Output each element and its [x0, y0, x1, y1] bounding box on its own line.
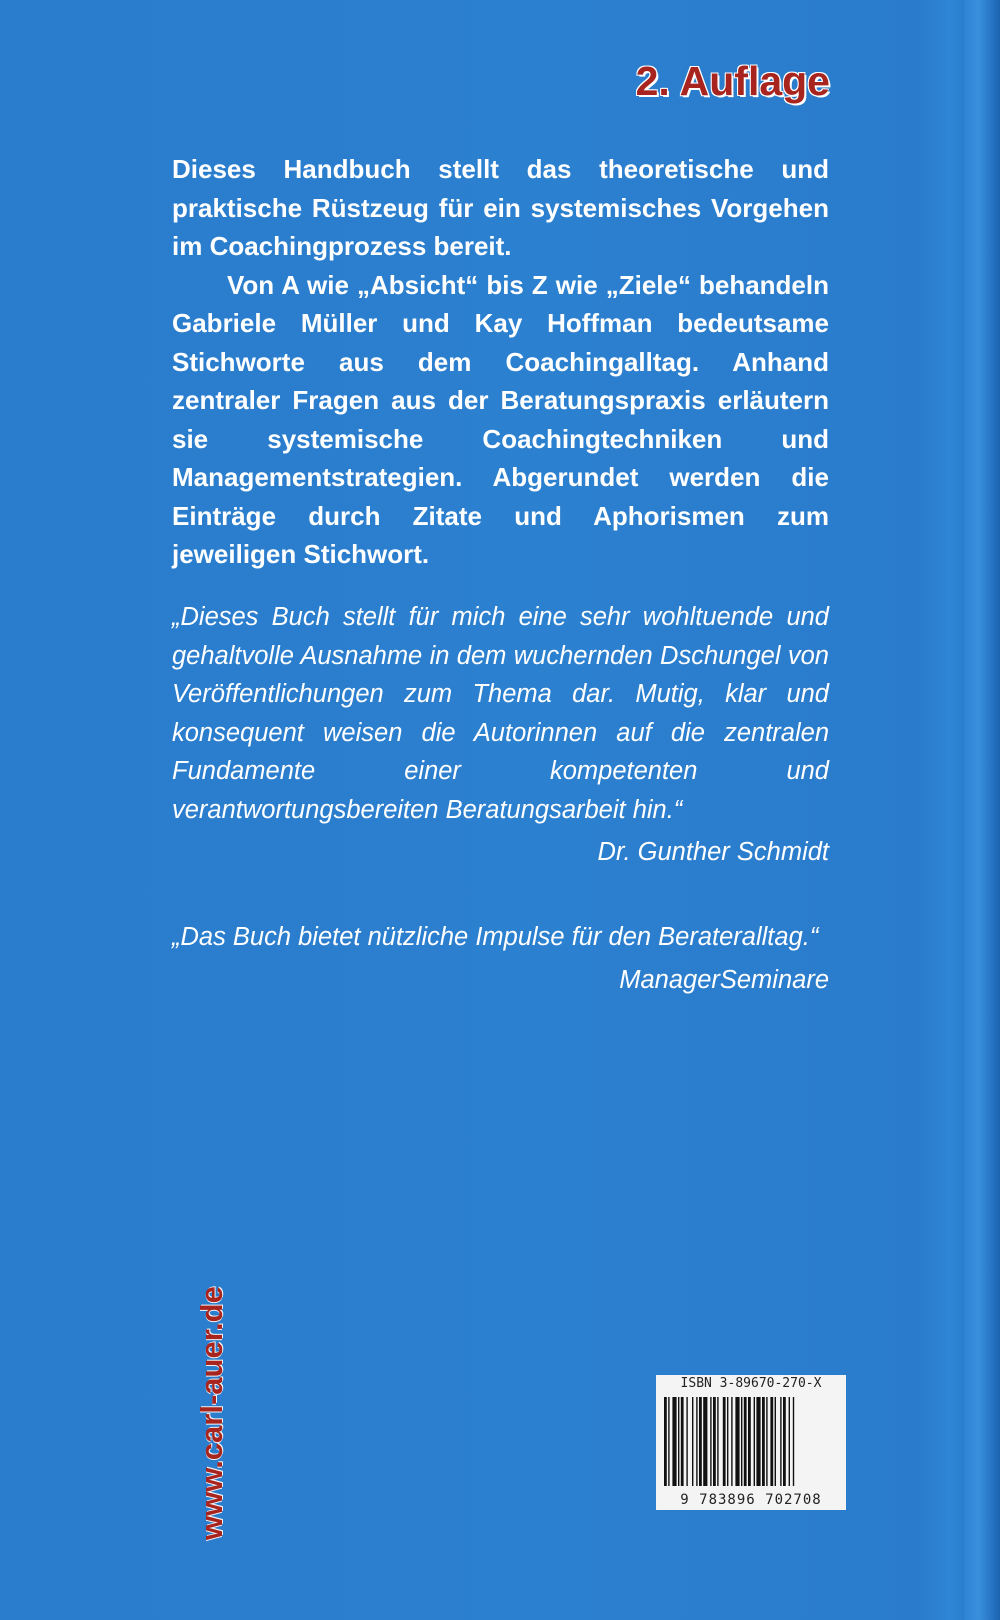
isbn-label: ISBN 3-89670-270-X — [656, 1375, 846, 1393]
quote-attribution-1: Dr. Gunther Schmidt — [597, 838, 829, 866]
edition-label: 2. Auflage — [635, 58, 830, 104]
ean-number: 9 783896 702708 — [656, 1490, 846, 1510]
isbn-barcode — [656, 1375, 846, 1510]
publisher-website: www.carl-auer.de — [194, 1286, 229, 1540]
quote-attribution-2: ManagerSeminare — [619, 965, 829, 994]
quote-text-1: „Dieses Buch stellt für mich eine sehr wohltuende und gehaltvolle Ausnahme in dem wuchernden Dschungel von Veröffentlichungen zum Thema dar. Mutig, klar und konsequent weisen die Autorinnen auf die zentralen Fundamente einer kompetenten und verantwortungsbereiten Beratungsarbeit hin.“ — [172, 603, 829, 824]
description-block — [172, 150, 829, 574]
quote-text-2: „Das Buch bietet nützliche Impulse für den Berateralltag.“ — [172, 923, 819, 951]
quote-block-2 — [172, 918, 829, 999]
description-paragraph-1: Dieses Handbuch stellt das theoretische und praktische Rüstzeug für ein systemisches Vorgehen im Coachingprozess bereit. — [172, 154, 829, 261]
barcode-bars — [656, 1393, 846, 1490]
cover-edge — [964, 0, 1000, 1620]
quote-block-1 — [172, 598, 829, 872]
description-paragraph-2: Von A wie „Absicht“ bis Z wie „Ziele“ behandeln Gabriele Müller und Kay Hoffman bedeutsame Stichworte aus dem Coachingalltag. Anhand zentraler Fragen aus der Beratungspraxis erläutern sie systemische Coachingtechniken und Managementstrategien. Abgerundet werden die Einträge durch Zitate und Aphorismen zum jeweiligen Stichwort. — [172, 269, 829, 569]
